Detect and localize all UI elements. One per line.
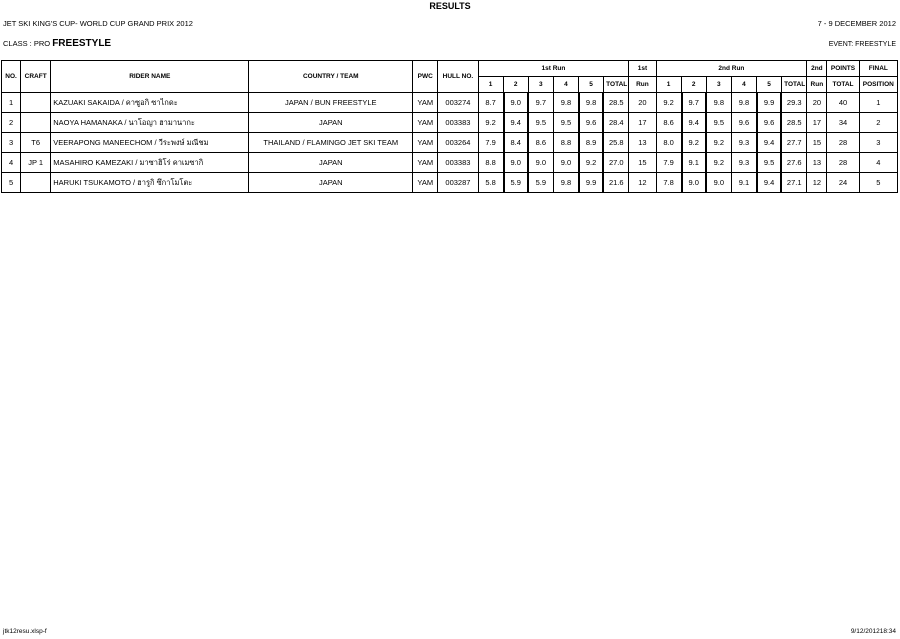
cell-run2-score: 9.8 — [706, 93, 731, 113]
table-row — [2, 133, 898, 153]
cell-run1-score: 9.7 — [528, 93, 553, 113]
cell-points-total: 34 — [827, 113, 859, 133]
cell-run2-score: 9.0 — [706, 173, 731, 193]
cell-run1-score: 8.7 — [478, 93, 503, 113]
cell-run1-points: 17 — [629, 113, 656, 133]
event-title: JET SKI KING'S CUP- WORLD CUP GRAND PRIX 2012 — [3, 19, 193, 28]
cell-run1-points: 13 — [629, 133, 656, 153]
cell-run2-score: 9.0 — [681, 173, 706, 193]
cell-run1-score: 5.8 — [478, 173, 503, 193]
cell-country: JAPAN / BUN FREESTYLE — [249, 93, 413, 113]
col-craft: CRAFT — [21, 61, 51, 93]
col-run2-rank-bottom: Run — [807, 77, 827, 93]
event-dates: 7 - 9 DECEMBER 2012 — [817, 19, 896, 28]
cell-no: 2 — [2, 113, 21, 133]
col-no: NO. — [2, 61, 21, 93]
cell-no: 3 — [2, 133, 21, 153]
cell-hull: 003383 — [438, 113, 478, 133]
cell-run2-score: 9.4 — [757, 173, 782, 193]
cell-craft — [21, 93, 51, 113]
cell-final-position: 4 — [859, 153, 897, 173]
cell-final-position: 3 — [859, 133, 897, 153]
cell-run1-score: 9.2 — [579, 153, 604, 173]
col-run1-total: TOTAL — [604, 77, 629, 93]
cell-run1-score: 9.2 — [478, 113, 503, 133]
col-run2-judge-1: 1 — [656, 77, 681, 93]
cell-hull: 003383 — [438, 153, 478, 173]
col-rider: RIDER NAME — [51, 61, 249, 93]
cell-run2-score: 7.8 — [656, 173, 681, 193]
cell-points-total: 40 — [827, 93, 859, 113]
cell-run1-score: 9.0 — [528, 153, 553, 173]
col-run2-judge-4: 4 — [731, 77, 756, 93]
cell-run2-score: 9.2 — [706, 153, 731, 173]
cell-run1-points: 20 — [629, 93, 656, 113]
cell-country: JAPAN — [249, 153, 413, 173]
cell-run1-total: 28.5 — [604, 93, 629, 113]
cell-run2-points: 17 — [807, 113, 827, 133]
col-run1-judge-3: 3 — [528, 77, 553, 93]
col-country: COUNTRY / TEAM — [249, 61, 413, 93]
col-hull: HULL NO. — [438, 61, 478, 93]
cell-craft: T6 — [21, 133, 51, 153]
class-prefix: CLASS : PRO — [3, 39, 51, 48]
cell-points-total: 24 — [827, 173, 859, 193]
cell-run1-score: 9.8 — [579, 93, 604, 113]
cell-hull: 003274 — [438, 93, 478, 113]
col-final-top: FINAL — [859, 61, 897, 77]
cell-run1-score: 5.9 — [528, 173, 553, 193]
cell-rider: KAZUAKI SAKAIDA / คาซูอกิ ซาไกดะ — [51, 93, 249, 113]
col-final-bottom: POSITION — [859, 77, 897, 93]
cell-run2-score: 9.4 — [757, 133, 782, 153]
col-run1-rank-bottom: Run — [629, 77, 656, 93]
footer-printed: 9/12/201218:34 — [850, 628, 896, 635]
cell-rider: HARUKI TSUKAMOTO / ฮารูกิ ซึกาโมโตะ — [51, 173, 249, 193]
table-row — [2, 113, 898, 133]
cell-run1-score: 5.9 — [503, 173, 528, 193]
cell-run1-score: 9.8 — [553, 173, 578, 193]
cell-run2-total: 27.6 — [782, 153, 807, 173]
cell-run1-score: 8.4 — [503, 133, 528, 153]
page-title: RESULTS — [429, 1, 471, 11]
cell-run2-score: 9.3 — [731, 153, 756, 173]
cell-no: 5 — [2, 173, 21, 193]
cell-rider: NAOYA HAMANAKA / นาโอญา ฮามานากะ — [51, 113, 249, 133]
col-run2: 2nd Run — [656, 61, 807, 77]
cell-run1-score: 9.0 — [503, 93, 528, 113]
cell-run1-total: 25.8 — [604, 133, 629, 153]
col-run1-judge-4: 4 — [553, 77, 578, 93]
cell-run1-score: 9.8 — [553, 93, 578, 113]
table-row — [2, 173, 898, 193]
cell-country: THAILAND / FLAMINGO JET SKI TEAM — [249, 133, 413, 153]
cell-craft — [21, 173, 51, 193]
cell-run2-score: 9.1 — [731, 173, 756, 193]
cell-pwc: YAM — [413, 113, 438, 133]
event-name: EVENT: FREESTYLE — [828, 41, 896, 48]
cell-pwc: YAM — [413, 93, 438, 113]
cell-run2-total: 27.7 — [782, 133, 807, 153]
col-run1: 1st Run — [478, 61, 629, 77]
cell-country: JAPAN — [249, 113, 413, 133]
col-points-bottom: TOTAL — [827, 77, 859, 93]
cell-run2-score: 7.9 — [656, 153, 681, 173]
cell-run1-score: 9.0 — [553, 153, 578, 173]
cell-pwc: YAM — [413, 153, 438, 173]
cell-run1-score: 8.8 — [478, 153, 503, 173]
cell-run1-score: 8.9 — [579, 133, 604, 153]
col-run2-judge-2: 2 — [681, 77, 706, 93]
cell-craft: JP 1 — [21, 153, 51, 173]
col-run1-judge-1: 1 — [478, 77, 503, 93]
cell-run2-score: 9.6 — [757, 113, 782, 133]
cell-no: 1 — [2, 93, 21, 113]
cell-run2-total: 29.3 — [782, 93, 807, 113]
col-run2-judge-3: 3 — [706, 77, 731, 93]
cell-points-total: 28 — [827, 153, 859, 173]
cell-rider: MASAHIRO KAMEZAKI / มาซาฮิโร่ คาเมซากิ — [51, 153, 249, 173]
cell-final-position: 2 — [859, 113, 897, 133]
cell-run1-score: 8.8 — [553, 133, 578, 153]
cell-run1-total: 28.4 — [604, 113, 629, 133]
cell-run2-score: 9.9 — [757, 93, 782, 113]
class-line — [3, 38, 111, 49]
cell-run2-score: 9.6 — [731, 113, 756, 133]
col-run2-judge-5: 5 — [757, 77, 782, 93]
cell-run2-score: 9.7 — [681, 93, 706, 113]
cell-run2-score: 9.1 — [681, 153, 706, 173]
cell-run1-score: 9.5 — [528, 113, 553, 133]
cell-pwc: YAM — [413, 133, 438, 153]
cell-final-position: 1 — [859, 93, 897, 113]
cell-run1-score: 8.6 — [528, 133, 553, 153]
col-run1-judge-2: 2 — [503, 77, 528, 93]
cell-run1-total: 21.6 — [604, 173, 629, 193]
cell-no: 4 — [2, 153, 21, 173]
table-row — [2, 93, 898, 113]
cell-run2-score: 8.0 — [656, 133, 681, 153]
col-run1-judge-5: 5 — [579, 77, 604, 93]
cell-run1-score: 9.9 — [579, 173, 604, 193]
cell-run2-total: 27.1 — [782, 173, 807, 193]
cell-craft — [21, 113, 51, 133]
cell-run2-score: 9.4 — [681, 113, 706, 133]
cell-run1-score: 9.6 — [579, 113, 604, 133]
cell-run1-total: 27.0 — [604, 153, 629, 173]
cell-run1-score: 7.9 — [478, 133, 503, 153]
footer-file: jtk12resu.xlsp-f — [3, 628, 47, 635]
cell-points-total: 28 — [827, 133, 859, 153]
cell-run2-score: 9.5 — [706, 113, 731, 133]
col-run1-rank-top: 1st — [629, 61, 656, 77]
cell-run2-points: 20 — [807, 93, 827, 113]
col-run2-total: TOTAL — [782, 77, 807, 93]
cell-run1-points: 12 — [629, 173, 656, 193]
cell-pwc: YAM — [413, 173, 438, 193]
col-run2-rank-top: 2nd — [807, 61, 827, 77]
cell-run2-score: 9.2 — [656, 93, 681, 113]
cell-run2-score: 9.3 — [731, 133, 756, 153]
cell-run2-points: 12 — [807, 173, 827, 193]
cell-run1-points: 15 — [629, 153, 656, 173]
cell-run1-score: 9.5 — [553, 113, 578, 133]
cell-run2-score: 9.2 — [681, 133, 706, 153]
cell-run2-points: 15 — [807, 133, 827, 153]
col-pwc: PWC — [413, 61, 438, 93]
class-name: FREESTYLE — [52, 38, 112, 49]
cell-run1-score: 9.0 — [503, 153, 528, 173]
col-points-top: POINTS — [827, 61, 859, 77]
cell-run2-score: 9.2 — [706, 133, 731, 153]
cell-run2-total: 28.5 — [782, 113, 807, 133]
results-table — [1, 60, 898, 193]
cell-run2-score: 9.8 — [731, 93, 756, 113]
cell-hull: 003287 — [438, 173, 478, 193]
cell-country: JAPAN — [249, 173, 413, 193]
cell-run2-points: 13 — [807, 153, 827, 173]
cell-run2-score: 8.6 — [656, 113, 681, 133]
cell-final-position: 5 — [859, 173, 897, 193]
cell-rider: VEERAPONG MANEECHOM / วีระพงษ์ มณีชม — [51, 133, 249, 153]
cell-run1-score: 9.4 — [503, 113, 528, 133]
cell-run2-score: 9.5 — [757, 153, 782, 173]
table-row — [2, 153, 898, 173]
cell-hull: 003264 — [438, 133, 478, 153]
